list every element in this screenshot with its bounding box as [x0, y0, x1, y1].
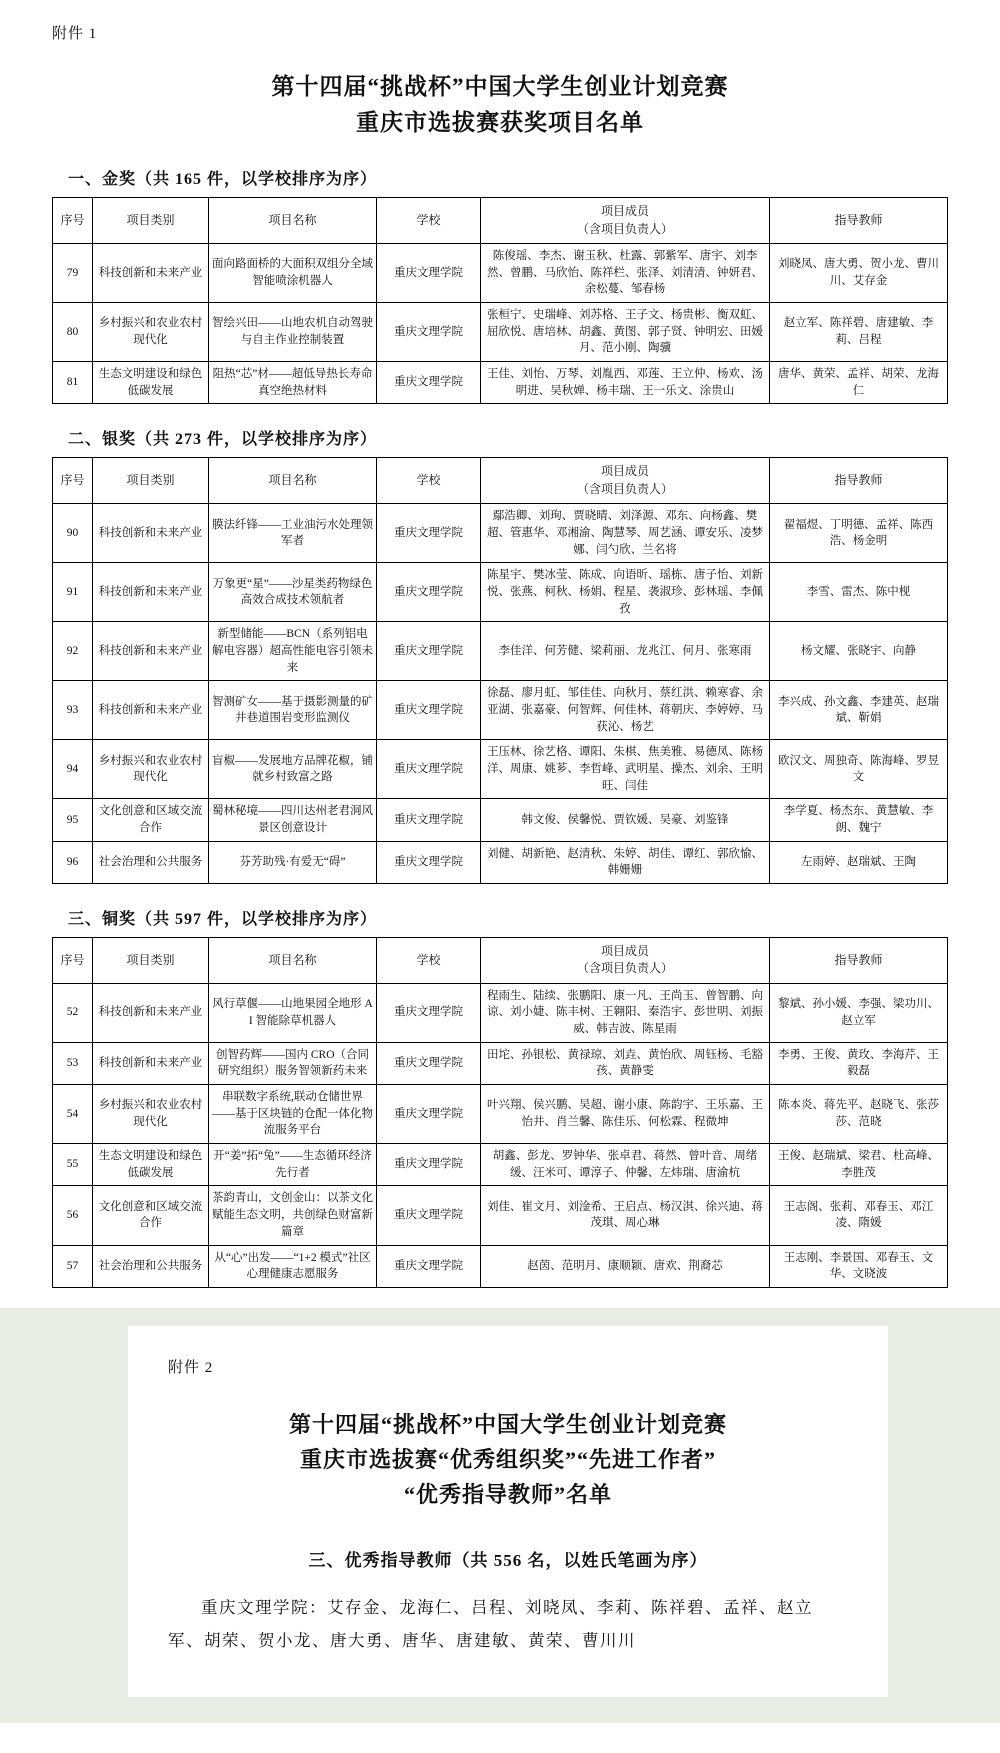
cell-category: 社会治理和公共服务 — [93, 841, 209, 883]
table-row — [53, 1085, 948, 1144]
cell-school: 重庆文理学院 — [377, 799, 481, 841]
table-row — [53, 841, 948, 883]
cell-teacher: 王志刚、李景国、邓春玉、文华、文晓波 — [770, 1245, 948, 1287]
cell-category: 文化创意和区域交流合作 — [93, 799, 209, 841]
cell-project: 智测矿女——基于摄影测量的矿井巷道围岩变形监测仪 — [209, 681, 377, 740]
cell-teacher: 李兴成、孙文鑫、李建英、赵瑞斌、靳娟 — [770, 681, 948, 740]
cell-members: 徐磊、廖月虹、邹佳佳、向秋月、蔡红洪、赖寒睿、余亚湖、张嘉豪、何智辉、何佳林、蒋朝庆、李婷婷、马获沁、杨艺 — [481, 681, 770, 740]
col-header-school: 学校 — [377, 458, 481, 504]
cell-members: 田坨、孙银松、黄禄琼、刘垚、黄怡欣、周钰杨、毛豁孩、黄静雯 — [481, 1042, 770, 1084]
col-header-category: 项目类别 — [93, 937, 209, 983]
cell-project: 盲椒——发展地方品牌花椒，铺就乡村致富之路 — [209, 740, 377, 799]
cell-no: 52 — [53, 983, 93, 1042]
cell-category: 乡村振兴和农业农村现代化 — [93, 740, 209, 799]
cell-members: 鄢浩卿、刘珣、贾晓晴、刘泽源、邓东、向杨鑫、樊超、管惠华、邓湘渝、陶慧琴、周艺涵、谭安乐、凌梦娜、闫勺欣、兰名将 — [481, 504, 770, 563]
table-row — [53, 740, 948, 799]
table-header-row — [53, 937, 948, 983]
table-row — [53, 563, 948, 622]
cell-members: 张桓宁、史瑞峰、刘苏格、王子文、杨贵彬、衡双虹、屈欣悦、唐培林、胡鑫、黄图、郭子贤、钟明宏、田媛月、范小刚、陶骥 — [481, 303, 770, 362]
cell-project: 膜法纤锋——工业油污水处理领军者 — [209, 504, 377, 563]
cell-teacher: 黎斌、孙小媛、李强、梁功川、赵立军 — [770, 983, 948, 1042]
cell-project: 智绘兴田——山地农机自动驾驶与自主作业控制装置 — [209, 303, 377, 362]
table-row — [53, 504, 948, 563]
cell-members: 刘佳、崔文月、刘淦希、王启点、杨汉淇、徐兴迪、蒋茂琪、周心琳 — [481, 1186, 770, 1245]
cell-project: 风行草偃——山地果园全地形 AI 智能除草机器人 — [209, 983, 377, 1042]
cell-teacher: 唐华、黄荣、孟祥、胡荣、龙海仁 — [770, 362, 948, 404]
table-row — [53, 1144, 948, 1186]
cell-teacher: 李雪、雷杰、陈中枧 — [770, 563, 948, 622]
col-header-members-line1: 项目成员 — [600, 464, 649, 479]
cell-teacher: 翟福煜、丁明德、孟祥、陈西浩、杨金明 — [770, 504, 948, 563]
col-header-school: 学校 — [377, 937, 481, 983]
cell-teacher: 欧汉文、周独奇、陈海峰、罗昱文 — [770, 740, 948, 799]
cell-category: 生态文明建设和绿色低碳发展 — [93, 1144, 209, 1186]
cell-category: 乡村振兴和农业农村现代化 — [93, 303, 209, 362]
cell-teacher: 赵立军、陈祥碧、唐建敏、李莉、吕程 — [770, 303, 948, 362]
cell-teacher: 杨文耀、张晓宇、向静 — [770, 622, 948, 681]
table-row — [53, 1186, 948, 1245]
title-line-3: “优秀指导教师”名单 — [403, 1482, 612, 1508]
cell-members: 陈俊瑶、李杰、谢玉秋、杜露、郭紫军、唐宇、刘李然、曾鹏、马欣怡、陈祥栏、张泽、刘清清、钟妍君、余松蔓、邹春杨 — [481, 244, 770, 303]
cell-category: 生态文明建设和绿色低碳发展 — [93, 362, 209, 404]
cell-school: 重庆文理学院 — [377, 1144, 481, 1186]
cell-school: 重庆文理学院 — [377, 622, 481, 681]
cell-category: 科技创新和未来产业 — [93, 622, 209, 681]
col-header-members-line1: 项目成员 — [600, 204, 649, 219]
cell-members: 程雨生、陆续、张鹏阳、康一凡、王尚玉、曾智鹏、向谅、刘小婕、陈丰树、王翱阳、秦浩宇、彭世明、刘振威、韩吉波、陈星雨 — [481, 983, 770, 1042]
cell-no: 55 — [53, 1144, 93, 1186]
cell-no: 94 — [53, 740, 93, 799]
table-row — [53, 983, 948, 1042]
attachment-2-label: 附件 2 — [168, 1359, 214, 1376]
cell-school: 重庆文理学院 — [377, 841, 481, 883]
cell-teacher: 王志阁、张莉、邓春玉、邓江凌、隋媛 — [770, 1186, 948, 1245]
cell-category: 文化创意和区域交流合作 — [93, 1186, 209, 1245]
cell-members: 刘健、胡新艳、赵清秋、朱婷、胡佳、谭红、郭欣愉、韩姗姗 — [481, 841, 770, 883]
cell-project: 芬芳助残·有爱无“碍” — [209, 841, 377, 883]
section-heading-gold: 一、金奖（共 165 件，以学校排序为序） — [68, 171, 378, 189]
col-header-members-line1: 项目成员 — [600, 943, 649, 958]
cell-school: 重庆文理学院 — [377, 303, 481, 362]
col-header-teacher: 指导教师 — [770, 458, 948, 504]
cell-no: 81 — [53, 362, 93, 404]
cell-project: 面向路面桥的大面积双组分全域智能喷涂机器人 — [209, 244, 377, 303]
cell-school: 重庆文理学院 — [377, 563, 481, 622]
table-header-row — [53, 458, 948, 504]
cell-category: 科技创新和未来产业 — [93, 1042, 209, 1084]
cell-project: 万象更“星”——沙星类药物绿色高效合成技术领航者 — [209, 563, 377, 622]
col-header-members-line2: （含项目负责人） — [576, 481, 673, 496]
title-line-2: 重庆市选拔赛获奖项目名单 — [356, 109, 644, 135]
cell-project: 开“姜”拓“兔”——生态循环经济先行者 — [209, 1144, 377, 1186]
cell-teacher: 刘晓凤、唐大勇、贺小龙、曹川川、艾存金 — [770, 244, 948, 303]
attachment-2-sheet — [128, 1326, 888, 1698]
col-header-project: 项目名称 — [209, 198, 377, 244]
col-header-project: 项目名称 — [209, 458, 377, 504]
cell-school: 重庆文理学院 — [377, 1186, 481, 1245]
cell-category: 科技创新和未来产业 — [93, 681, 209, 740]
cell-school: 重庆文理学院 — [377, 681, 481, 740]
table-row — [53, 1042, 948, 1084]
cell-school: 重庆文理学院 — [377, 244, 481, 303]
col-header-school: 学校 — [377, 198, 481, 244]
title-line-1: 第十四届“挑战杯”中国大学生创业计划竞赛 — [288, 1411, 727, 1437]
award-table-bronze — [52, 937, 948, 1288]
cell-members: 陈星宇、樊冰莹、陈成、向语昕、瑶栋、唐子怡、刘新悦、张燕、柯秋、杨娟、程星、袭淑珍、彭林瑶、李佩孜 — [481, 563, 770, 622]
table-row — [53, 622, 948, 681]
cell-project: 茶韵青山，文创金山：以茶文化赋能生态文明，共创绿色财富新篇章 — [209, 1186, 377, 1245]
col-header-category: 项目类别 — [93, 198, 209, 244]
cell-category: 社会治理和公共服务 — [93, 1245, 209, 1287]
cell-school: 重庆文理学院 — [377, 504, 481, 563]
cell-category: 科技创新和未来产业 — [93, 504, 209, 563]
cell-category: 科技创新和未来产业 — [93, 983, 209, 1042]
cell-project: 阻热“芯”材——超低导热长寿命真空绝热材料 — [209, 362, 377, 404]
col-header-members — [481, 198, 770, 244]
cell-school: 重庆文理学院 — [377, 983, 481, 1042]
cell-no: 79 — [53, 244, 93, 303]
cell-no: 91 — [53, 563, 93, 622]
col-header-members-line2: （含项目负责人） — [576, 221, 673, 236]
table-row — [53, 1245, 948, 1287]
cell-no: 53 — [53, 1042, 93, 1084]
cell-teacher: 李勇、王俊、黄玫、李海芹、王毅磊 — [770, 1042, 948, 1084]
title-line-1: 第十四届“挑战杯”中国大学生创业计划竞赛 — [271, 74, 729, 99]
cell-teacher: 李学夏、杨杰东、黄慧敏、李朗、魏宁 — [770, 799, 948, 841]
col-header-no: 序号 — [53, 937, 93, 983]
cell-project: 创智药辉——国内 CRO（合同研究组织）服务智领新药未来 — [209, 1042, 377, 1084]
table-row — [53, 799, 948, 841]
section-heading-bronze: 三、铜奖（共 597 件，以学校排序为序） — [68, 910, 378, 928]
cell-members: 叶兴翔、侯兴鹏、吴超、谢小康、陈韵宇、王乐嘉、王怡井、肖兰馨、陈佳乐、何松霖、程微坤 — [481, 1085, 770, 1144]
col-header-no: 序号 — [53, 458, 93, 504]
cell-members: 韩文俊、侯馨悦、贾钦媛、吴豪、刘鉴锋 — [481, 799, 770, 841]
cell-project: 串联数字系统,联动仓储世界——基于区块链的仓配一体化物流服务平台 — [209, 1085, 377, 1144]
excellent-teachers-list: 重庆文理学院：艾存金、龙海仁、吕程、刘晓凤、李莉、陈祥碧、孟祥、赵立军、胡荣、贺小龙、唐大勇、唐华、唐建敏、黄荣、曹川川 — [168, 1598, 813, 1651]
table-row — [53, 681, 948, 740]
col-header-members — [481, 937, 770, 983]
attachment-1-label: 附件 1 — [52, 26, 98, 42]
col-header-category: 项目类别 — [93, 458, 209, 504]
attachment-2-background — [0, 1308, 1000, 1724]
cell-members: 王佳、刘怡、万琴、刘胤西、邓莲、王立仲、杨欢、汤明进、吴秋婵、杨丰瑞、王一乐文、涂贵山 — [481, 362, 770, 404]
award-table-silver — [52, 457, 948, 884]
attachment-1-title — [52, 69, 948, 140]
cell-members: 胡鑫、彭龙、罗钟华、张卓君、蒋然、曾叶音、周绪缓、汪米可、谭淳子、仲馨、左炜瑞、唐渝杭 — [481, 1144, 770, 1186]
cell-members: 李佳洋、何芳健、梁莉丽、龙兆江、何月、张寒雨 — [481, 622, 770, 681]
col-header-teacher: 指导教师 — [770, 937, 948, 983]
col-header-teacher: 指导教师 — [770, 198, 948, 244]
cell-project: 新型储能——BCN（系列铝电解电容器）超高性能电容引领未来 — [209, 622, 377, 681]
cell-school: 重庆文理学院 — [377, 1245, 481, 1287]
cell-members: 赵茵、范明月、康顺颖、唐欢、荆裔芯 — [481, 1245, 770, 1287]
cell-no: 80 — [53, 303, 93, 362]
cell-teacher: 王俊、赵瑞斌、梁君、杜高峰、李胜茂 — [770, 1144, 948, 1186]
cell-no: 54 — [53, 1085, 93, 1144]
section-heading-excellent-teachers: 三、优秀指导教师（共 556 名，以姓氏笔画为序） — [308, 1551, 708, 1571]
cell-no: 95 — [53, 799, 93, 841]
table-row — [53, 244, 948, 303]
cell-no: 92 — [53, 622, 93, 681]
section-heading-silver: 二、银奖（共 273 件，以学校排序为序） — [68, 431, 378, 449]
cell-no: 56 — [53, 1186, 93, 1245]
cell-school: 重庆文理学院 — [377, 1085, 481, 1144]
cell-teacher: 左雨婷、赵瑞斌、王陶 — [770, 841, 948, 883]
cell-no: 90 — [53, 504, 93, 563]
col-header-project: 项目名称 — [209, 937, 377, 983]
cell-no: 57 — [53, 1245, 93, 1287]
cell-no: 96 — [53, 841, 93, 883]
table-row — [53, 303, 948, 362]
cell-no: 93 — [53, 681, 93, 740]
table-row — [53, 362, 948, 404]
table-header-row — [53, 198, 948, 244]
cell-category: 乡村振兴和农业农村现代化 — [93, 1085, 209, 1144]
award-table-gold — [52, 197, 948, 404]
col-header-members-line2: （含项目负责人） — [576, 961, 673, 976]
cell-category: 科技创新和未来产业 — [93, 244, 209, 303]
cell-category: 科技创新和未来产业 — [93, 563, 209, 622]
attachment-2-title — [168, 1407, 848, 1513]
col-header-members — [481, 458, 770, 504]
cell-project: 蜀林秘境——四川达州老君洞风景区创意设计 — [209, 799, 377, 841]
cell-teacher: 陈本炎、蒋先平、赵晓飞、张莎莎、范晓 — [770, 1085, 948, 1144]
cell-school: 重庆文理学院 — [377, 740, 481, 799]
cell-project: 从“心”出发——“1+2 模式”社区心理健康志愿服务 — [209, 1245, 377, 1287]
cell-school: 重庆文理学院 — [377, 362, 481, 404]
title-line-2: 重庆市选拔赛“优秀组织奖”“先进工作者” — [299, 1447, 716, 1473]
cell-school: 重庆文理学院 — [377, 1042, 481, 1084]
col-header-no: 序号 — [53, 198, 93, 244]
cell-members: 王压林、徐艺格、谭阳、朱棋、焦美雅、易德凤、陈杨洋、周康、姚芗、李哲峰、武明星、操杰、刘余、王明旺、闫佳 — [481, 740, 770, 799]
